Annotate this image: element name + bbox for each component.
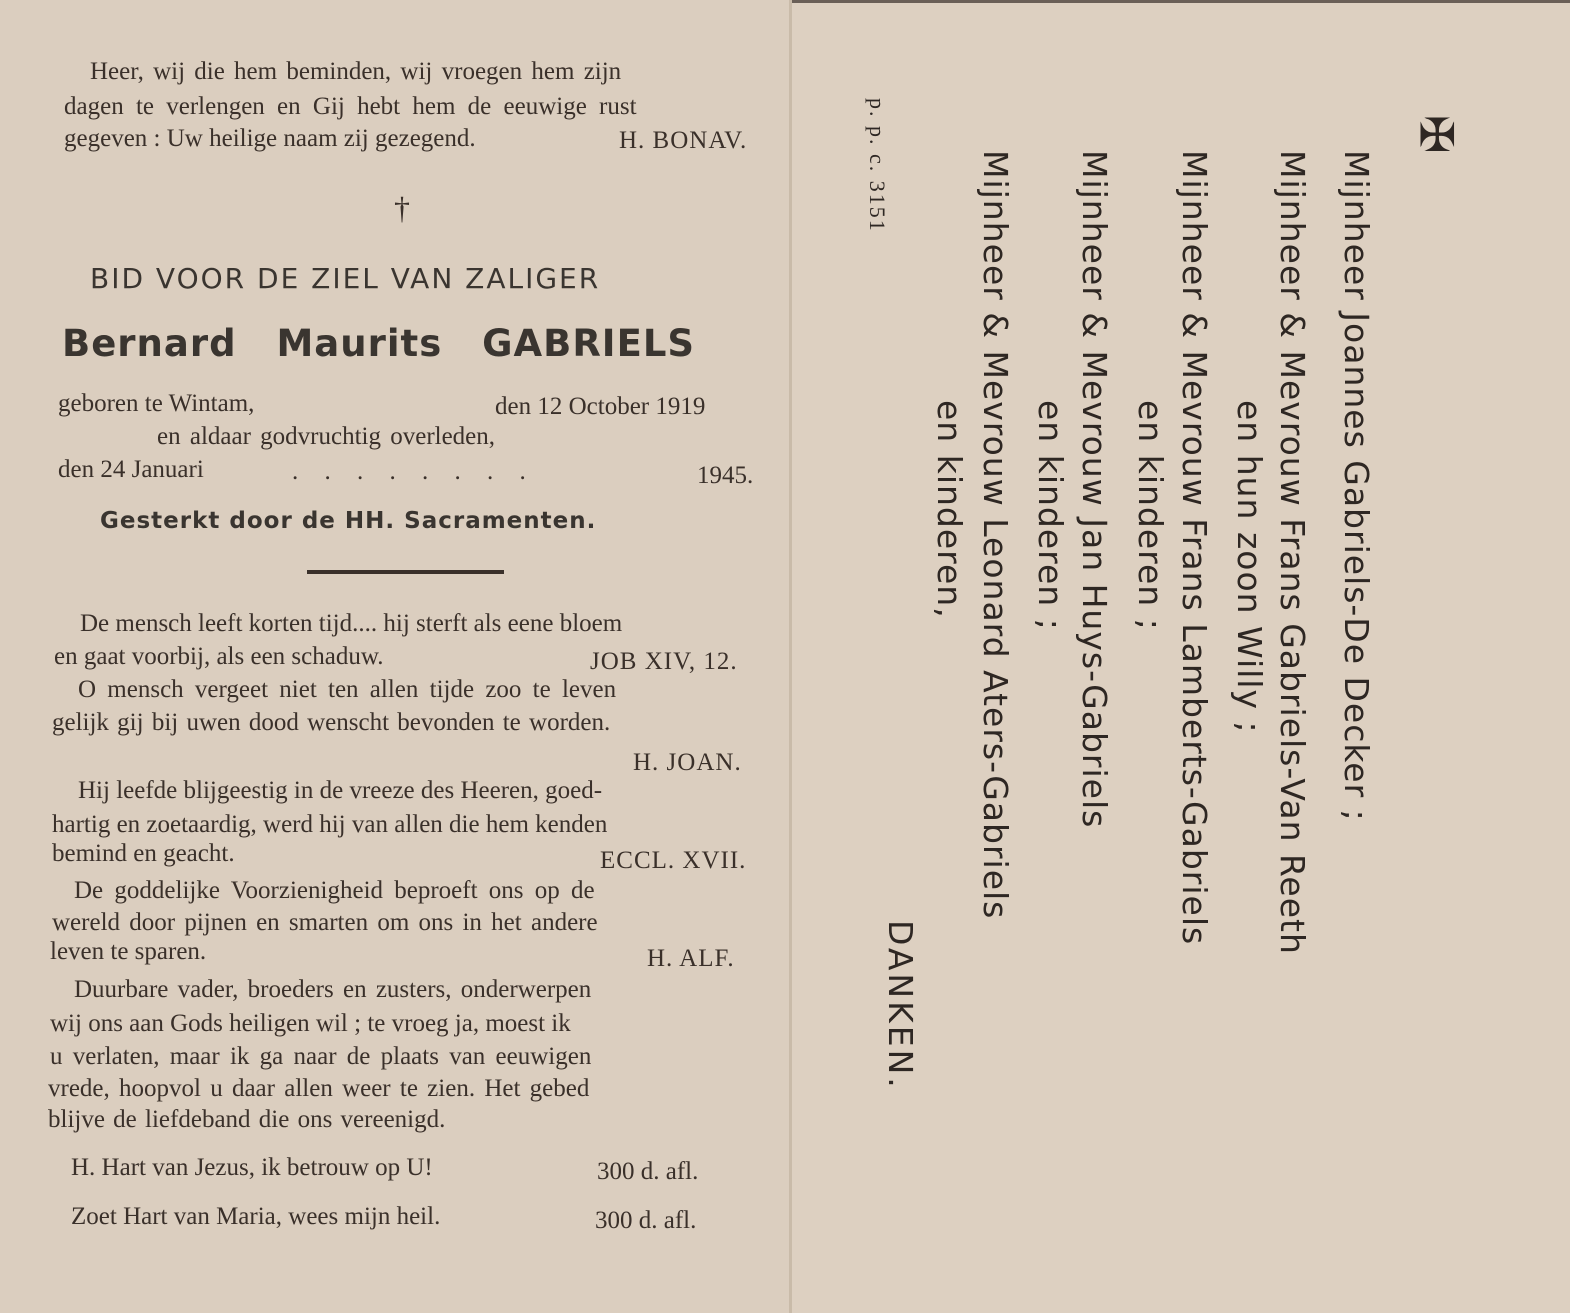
family-line: Mijnheer & Mevrouw Jan Huys-Gabriels xyxy=(1075,150,1114,829)
birth-date: den 12 October 1919 xyxy=(495,393,706,420)
thanks-word: DANKEN. xyxy=(881,920,920,1091)
verse-line: Duurbare vader, broeders en zusters, onderwerpen xyxy=(74,976,592,1003)
indulgence-prayer: Zoet Hart van Maria, wees mijn heil. xyxy=(71,1203,441,1230)
indulgence-value: 300 d. afl. xyxy=(595,1207,697,1234)
verse-line: wereld door pijnen en smarten om ons in het andere xyxy=(52,909,598,936)
family-line: Mijnheer & Mevrouw Frans Gabriels-Van Reeth xyxy=(1273,150,1312,955)
verse-line: hartig en zoetaardig, werd hij van allen die hem kenden xyxy=(52,811,608,838)
ornament-cross-icon: ✠ xyxy=(1418,110,1457,161)
quote-top-attribution: H. BONAV. xyxy=(619,127,748,154)
death-line: en aldaar godvruchtig overleden, xyxy=(157,423,496,450)
verse-line: Hij leefde blijgeestig in de vreeze des Heeren, goed- xyxy=(78,777,603,804)
death-day: den 24 Januari xyxy=(58,456,204,483)
printer-code: p. p. c. 3151 xyxy=(865,98,890,233)
family-line: en kinderen ; xyxy=(1131,400,1170,631)
verse-line: vrede, hoopvol u daar allen weer te zien. Het gebed xyxy=(48,1075,590,1102)
verse-line: u verlaten, maar ik ga naar de plaats van eeuwigen xyxy=(50,1043,592,1070)
verse-reference: H. ALF. xyxy=(647,945,735,972)
verse-line: blijve de liefdeband die ons vereenigd. xyxy=(48,1106,446,1133)
divider xyxy=(307,570,504,574)
verse-line: O mensch vergeet niet ten allen tijde zoo te leven xyxy=(78,676,617,703)
birth-place: geboren te Wintam, xyxy=(58,390,255,417)
verse-line: gelijk gij bij uwen dood wenscht bevonden te worden. xyxy=(52,709,611,736)
family-line: en kinderen ; xyxy=(1031,400,1070,631)
indulgence-value: 300 d. afl. xyxy=(597,1158,699,1185)
verse-reference: H. JOAN. xyxy=(633,749,742,776)
family-line: en hun zoon Willy ; xyxy=(1230,400,1269,734)
verse-line: wij ons aan Gods heiligen wil ; te vroeg ja, moest ik xyxy=(50,1010,571,1037)
verse-line: bemind en geacht. xyxy=(52,840,235,867)
quote-top-line-2: dagen te verlengen en Gij hebt hem de eeuwige rust xyxy=(64,93,637,120)
verse-reference: JOB XIV, 12. xyxy=(590,648,738,675)
family-line: Mijnheer Joannes Gabriels-De Decker ; xyxy=(1337,150,1376,822)
family-line: en kinderen, xyxy=(930,400,969,619)
family-line: Mijnheer & Mevrouw Frans Lamberts-Gabriels xyxy=(1175,150,1214,946)
verse-line: leven te sparen. xyxy=(50,938,207,965)
death-dots: . . . . . . . . xyxy=(292,458,526,485)
deceased-name: Bernard Maurits GABRIELS xyxy=(62,322,696,365)
verse-line: De mensch leeft korten tijd.... hij sterft als eene bloem xyxy=(80,610,623,637)
quote-top-line-1: Heer, wij die hem beminden, wij vroegen hem zijn xyxy=(90,58,622,85)
death-year: 1945. xyxy=(697,462,754,489)
quote-top-line-3: gegeven : Uw heilige naam zij gezegend. xyxy=(64,125,476,152)
verse-reference: ECCL. XVII. xyxy=(600,847,747,874)
prayer-heading: BID VOOR DE ZIEL VAN ZALIGER xyxy=(90,262,601,295)
family-line: Mijnheer & Mevrouw Leonard Aters-Gabriels xyxy=(976,150,1015,920)
cross-icon: † xyxy=(394,190,410,226)
top-edge xyxy=(792,0,1570,3)
verse-line: De goddelijke Voorzienigheid beproeft ons op de xyxy=(74,877,595,904)
indulgence-prayer: H. Hart van Jezus, ik betrouw op U! xyxy=(71,1154,433,1181)
verse-line: en gaat voorbij, als een schaduw. xyxy=(54,643,384,670)
sacraments-line: Gesterkt door de HH. Sacramenten. xyxy=(100,508,597,534)
